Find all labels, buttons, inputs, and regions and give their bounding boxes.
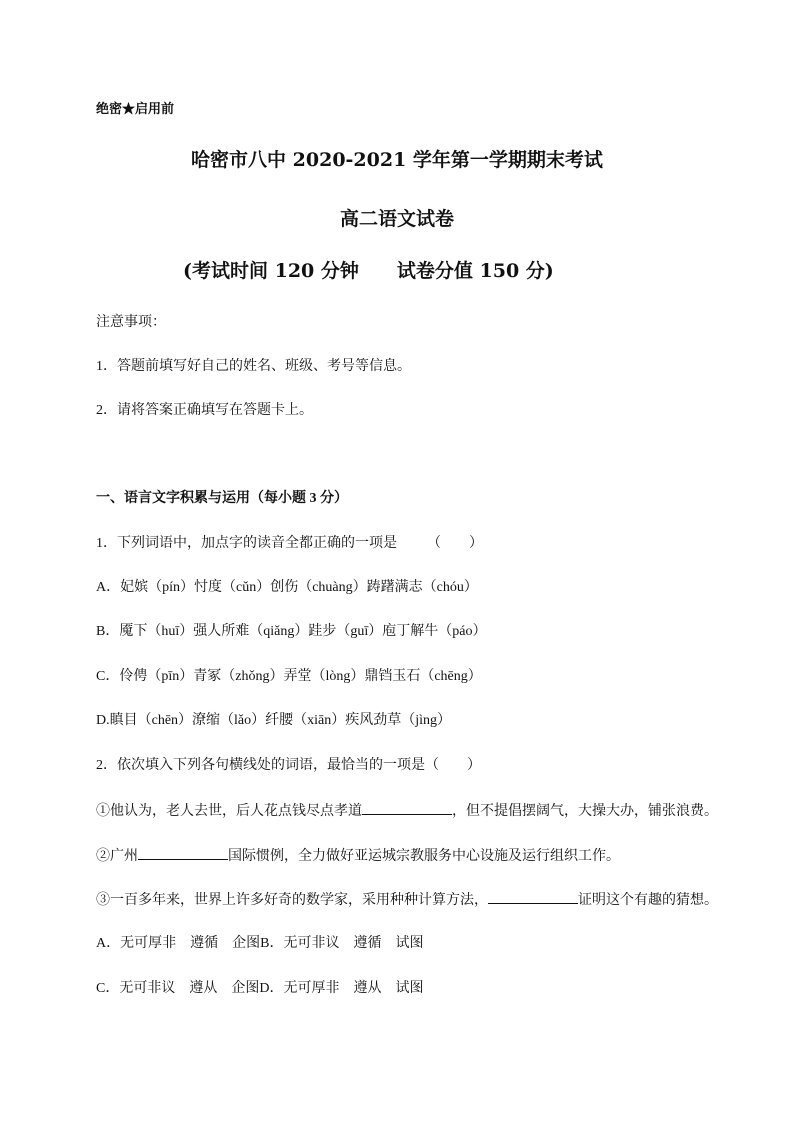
sentence-1-before: ①他认为，老人去世，后人花点钱尽点孝道 xyxy=(96,804,362,819)
option-c-word-1: C．伶俜（pīn） xyxy=(96,669,194,684)
option-d-word-3: 纤腰（xiān） xyxy=(265,713,346,728)
sentence-3-after: 证明这个有趣的猜想。 xyxy=(578,893,718,908)
option-d-word-2: 潦缩（lǎo） xyxy=(192,713,266,728)
option-b-word-3: 跬步（guī） xyxy=(308,624,383,639)
option-b-word-2: 强人所难（qiǎng） xyxy=(193,624,309,639)
question-1-stem xyxy=(96,535,483,553)
option-a-word-1: A．妃嫔（pín） xyxy=(96,580,194,595)
question-2-option-c: C．无可非议 遵从 企图 xyxy=(96,981,260,996)
option-a-word-4: 踌躇满志（chóu） xyxy=(366,580,478,595)
blank-line-1 xyxy=(362,802,452,815)
sentence-2-before: ②广州 xyxy=(96,849,138,864)
question-1-option-c xyxy=(96,668,482,686)
question-2-sentence-2 xyxy=(96,847,620,866)
exam-title: 哈密市八中 2020-2021 学年第一学期期末考试 xyxy=(191,149,603,171)
question-2-option-a: A．无可厚非 遵循 企图 xyxy=(96,936,261,951)
question-2-options-row-2 xyxy=(96,980,423,998)
question-2-option-b: B．无可非议 遵循 试图 xyxy=(260,936,424,951)
option-c-word-4: 鼎铛玉石（chēng） xyxy=(364,669,482,684)
blank-line-3 xyxy=(488,891,578,904)
notes-heading: 注意事项： xyxy=(96,315,166,330)
question-2-options-row-1 xyxy=(96,935,423,953)
sentence-2-after: 国际惯例，全力做好亚运城宗教服务中心设施及运行组织工作。 xyxy=(228,849,620,864)
question-1-text: 1．下列词语中，加点字的读音全都正确的一项是 xyxy=(96,536,397,551)
option-a-word-2: 忖度（cǔn） xyxy=(194,580,271,595)
exam-time: (考试时间 120 分钟 xyxy=(183,260,359,282)
question-2-sentence-3 xyxy=(96,891,718,910)
note-item-2: 2．请将答案正确填写在答题卡上。 xyxy=(96,403,313,418)
blank-line-2 xyxy=(138,847,228,860)
exam-subtitle: 高二语文试卷 xyxy=(339,208,454,230)
question-1-option-d xyxy=(96,712,451,730)
question-2-stem: 2．依次填入下列各句横线处的词语，最恰当的一项是（ ） xyxy=(96,758,481,773)
section-heading: 一、语言文字积累与运用（每小题 3 分） xyxy=(96,491,348,506)
question-1-option-a xyxy=(96,579,478,597)
question-1-option-b xyxy=(96,623,486,641)
option-d-word-4: 疾风劲草（jìng） xyxy=(345,713,452,728)
question-2-option-d: D．无可厚非 遵从 试图 xyxy=(259,981,424,996)
secret-label: 绝密★启用前 xyxy=(96,102,175,117)
exam-time-score xyxy=(183,259,554,283)
note-item-1: 1．答题前填写好自己的姓名、班级、考号等信息。 xyxy=(96,359,411,374)
option-d-word-1: D.瞋目（chēn） xyxy=(96,713,193,728)
option-c-word-2: 青冢（zhǒng） xyxy=(193,669,284,684)
option-b-word-1: B．魇下（huī） xyxy=(96,624,194,639)
option-b-word-4: 庖丁解牛（páo） xyxy=(382,624,487,639)
question-2-sentence-1 xyxy=(96,802,718,821)
option-c-word-3: 弄堂（lòng） xyxy=(283,669,365,684)
option-a-word-3: 创伤（chuàng） xyxy=(270,580,367,595)
sentence-3-before: ③一百多年来，世界上许多好奇的数学家，采用种种计算方法， xyxy=(96,893,488,908)
sentence-1-after: ，但不提倡摆阔气，大操大办，铺张浪费。 xyxy=(452,804,718,819)
exam-score: 试卷分值 150 分) xyxy=(396,260,554,282)
answer-paren: （ ） xyxy=(427,536,483,551)
